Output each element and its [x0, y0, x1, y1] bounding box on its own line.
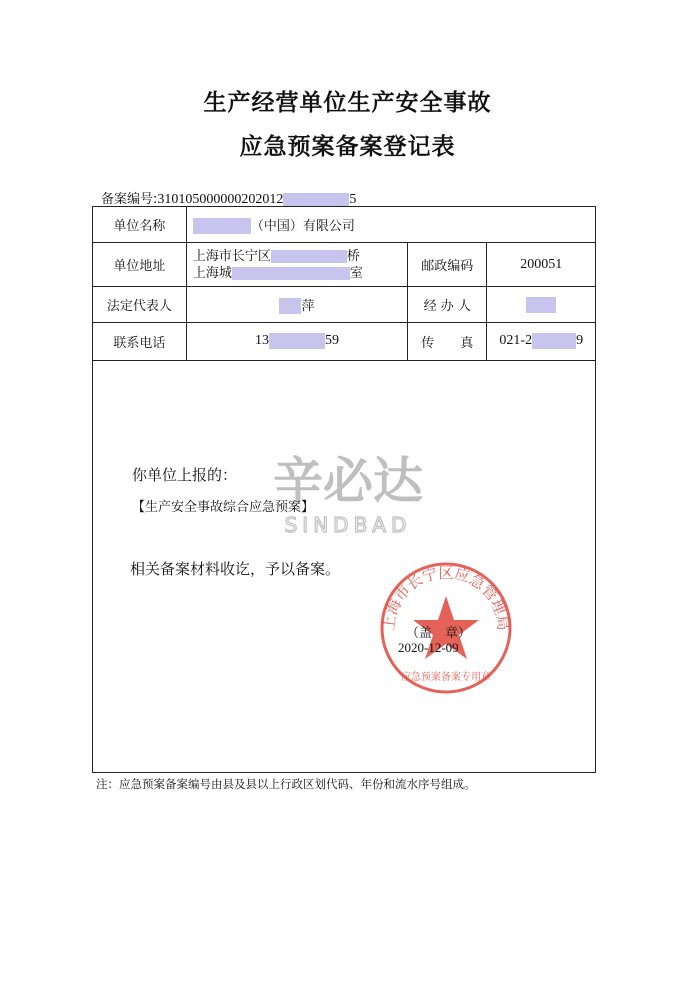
registration-table [92, 206, 596, 361]
file-number-suffix: 5 [349, 192, 357, 207]
phone-suffix: 59 [324, 333, 339, 349]
phone-prefix: 13 [254, 333, 269, 349]
document-title-line2: 应急预案备案登记表 [239, 134, 456, 160]
fax-value [487, 323, 596, 361]
address-value [186, 243, 407, 287]
address-line2-end: 室 [349, 265, 363, 281]
postcode-label: 邮政编码 [408, 243, 487, 287]
address-label: 单位地址 [93, 243, 187, 287]
approval-date: 2020-12-09 [398, 640, 459, 655]
row-phone [93, 323, 596, 361]
redaction-block [532, 333, 576, 349]
phone-value [186, 323, 407, 361]
handler-value [487, 287, 596, 323]
watermark-en-text: SINDBAD [284, 513, 412, 536]
redaction-block [232, 267, 350, 280]
redaction-block [269, 333, 325, 349]
document-title-line1: 生产经营单位生产安全事故 [203, 90, 492, 116]
company-name-text: （中国）有限公司 [250, 218, 355, 234]
plan-name: 【生产安全事故综合应急预案】 [132, 500, 315, 515]
report-line: 你单位上报的： [132, 466, 238, 484]
watermark-cn-text: 辛必达 [273, 452, 423, 510]
legal-rep-label: 法定代表人 [93, 287, 187, 323]
address-line1-end: 桥 [346, 248, 360, 264]
file-number-label: 备案编号: [101, 192, 158, 207]
file-number-prefix: 310105000000202012 [157, 192, 284, 207]
postcode-value: 200051 [487, 243, 596, 287]
legal-rep-value [186, 287, 407, 323]
received-line: 相关备案材料收讫，予以备案。 [130, 560, 341, 578]
redaction-block [193, 218, 251, 234]
seal-ring-text: 上海市长宁区应急管理局 [379, 563, 513, 632]
redaction-block [271, 250, 347, 263]
file-number [101, 188, 356, 208]
company-name-label: 单位名称 [93, 207, 187, 243]
redaction-block [279, 298, 301, 314]
seal-bottom-text: 应急预案备案专用章 [401, 672, 491, 683]
fax-label: 传 真 [408, 323, 487, 361]
legal-rep-text: 萍 [301, 298, 315, 314]
company-name-value [186, 207, 595, 243]
address-line2-start: 上海城 [192, 265, 232, 281]
redaction-block [526, 297, 556, 313]
footnote: 注：应急预案备案编号由县及县以上行政区划代码、年份和流水序号组成。 [96, 777, 476, 791]
row-address [93, 243, 596, 287]
sindbad-watermark-logo [248, 446, 448, 536]
redaction-block [283, 193, 349, 207]
row-legal-rep [93, 287, 596, 323]
phone-label: 联系电话 [93, 323, 187, 361]
row-company-name [93, 207, 596, 243]
seal-label: （盖 章） [406, 626, 472, 641]
fax-suffix: 9 [576, 333, 584, 349]
fax-prefix: 021-2 [499, 333, 533, 349]
address-line1-start: 上海市长宁区 [192, 248, 271, 264]
handler-label: 经 办 人 [408, 287, 487, 323]
